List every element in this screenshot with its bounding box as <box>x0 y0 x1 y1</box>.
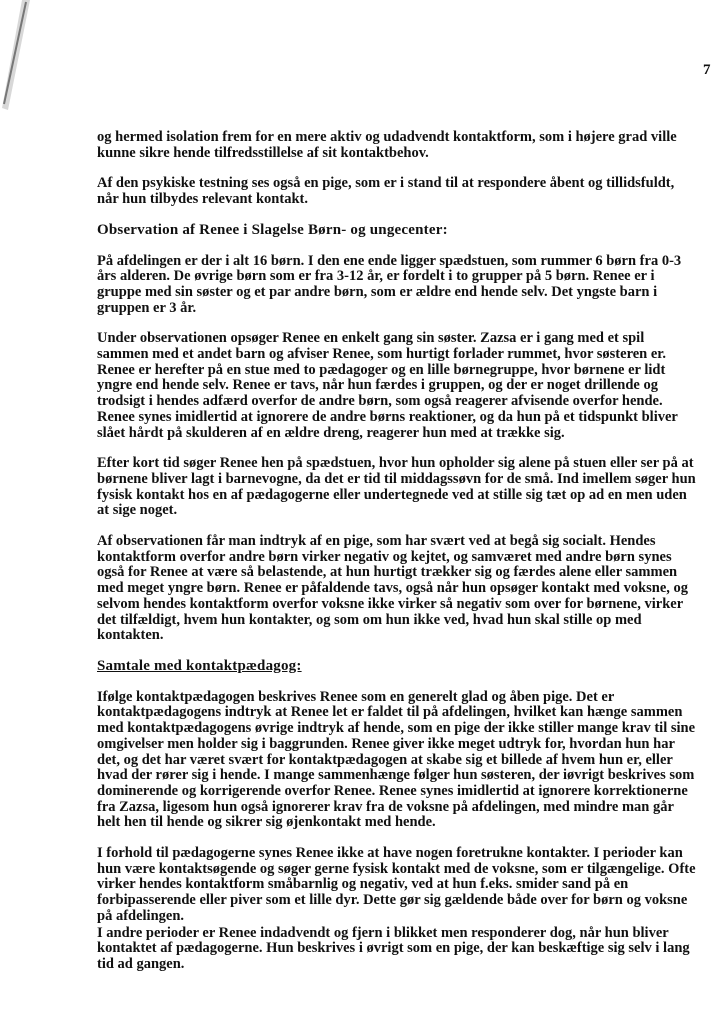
paragraph: I andre perioder er Renee indadvendt og fjern i blikket men responderer dog, når hun bliver kontaktet af pædagogerne. Hun beskrives i øvrigt som en pige, der kan beskæftige sig selv i lang tid ad gangen. <box>97 924 690 972</box>
page-corner-mark <box>0 0 40 110</box>
paragraph: I forhold til pædagogerne synes Renee ikke at have nogen foretrukne kontakter. I perioder kan hun være kontaktsøgende og søger gerne fysisk kontakt med de voksne, som er tilgængelige. Ofte virker hendes kontaktform småbarnlig og negativ, ved at hun f.eks. smider sand på en forbipasserende eller piver som et lille dyr. Dette gør sig gældende både over for børn og voksne på afdelingen. <box>97 845 696 924</box>
paragraph: Efter kort tid søger Renee hen på spædstuen, hvor hun opholder sig alene på stuen eller ser på at børnene bliver lagt i barnevogne, da det er tid til middagssøvn for de små. Ind imellem søger hun fysisk kontakt hos en af pædagogerne eller undertegnede ved at stille sig tæt op ad en men uden at sige noget. <box>97 455 696 519</box>
page-number: 7 <box>703 62 711 78</box>
paragraph: Under observationen opsøger Renee en enkelt gang sin søster. Zazsa er i gang med et spil sammen med et andet barn og afviser Renee, som hurtigt forlader rummet, hvor søsteren er. Renee er herefter på en stue med to pædagoger og en lille børnegruppe, hvor børnene er lidt yngre end hende selv. Renee er tavs, når hun færdes i gruppen, og der er noget drillende og trodsigt i hendes adfærd overfor de andre børn, som også reagerer afvisende overfor hende. Renee synes imidlertid at ignorere de andre børns reaktioner, og da hun på et tidspunkt bliver slået hårdt på skulderen af en ældre dreng, reagerer hun med at trække sig. <box>97 330 678 441</box>
paragraph: Af observationen får man indtryk af en pige, som har svært ved at begå sig socialt. Hendes kontaktform overfor andre børn virker negativ og kejtet, og samværet med andre børn synes også for Renee at være så belastende, at hun hurtigt trækker sig og færdes alene eller sammen med meget yngre børn. Renee er påfaldende tavs, også når hun opsøger kontakt med voksne, og selvom hendes kontaktform overfor voksne ikke virker så negativ som over for børnene, virker det tilfældigt, hvem hun kontakter, og som om hun ikke ved, hvad hun skal stille op med kontakten. <box>97 533 689 644</box>
document-body <box>97 130 697 988</box>
paragraph: Ifølge kontaktpædagogen beskrives Renee som en generelt glad og åben pige. Det er kontaktpædagogens indtryk at Renee let er faldet til på afdelingen, hvilket kan hænge sammen med kontaktpædagogens øvrige indtryk af hende, som en pige der ikke stiller mange krav til sine omgivelser men holder sig i baggrunden. Renee giver ikke meget udtryk for, hvordan hun har det, og det har været svært for kontaktpædagogen at skabe sig et billede af hvem hun er, eller hvad der rører sig i hende. I mange sammenhænge følger hun søsteren, der iøvrigt beskrives som dominerende og korrigerende overfor Renee. Renee synes imidlertid at ignorere korrektionerne fra Zazsa, ligesom hun også ignorerer krav fra de voksne på afdelingen, med mindre man går helt hen til hende og sikrer sig øjenkontakt med hende. <box>97 688 696 831</box>
section-heading: Observation af Renee i Slagelse Børn- og ungecenter: <box>97 221 448 238</box>
paragraph: Af den psykiske testning ses også en pige, som er i stand til at respondere åbent og tillidsfuldt, når hun tilbydes relevant kontakt. <box>97 175 675 208</box>
section-heading: Samtale med kontaktpædagog: <box>97 657 302 674</box>
paragraph: og hermed isolation frem for en mere aktiv og udadvendt kontaktform, som i højere grad ville kunne sikre hende tilfredsstillelse af sit kontaktbehov. <box>97 129 677 161</box>
paragraph: På afdelingen er der i alt 16 børn. I den ene ende ligger spædstuen, som rummer 6 børn fra 0-3 års alderen. De øvrige børn som er fra 3-12 år, er fordelt i to grupper på 5 børn. Renee er i gruppe med sin søster og et par andre børn, som er ældre end hende selv. Det yngste barn i gruppen er 3 år. <box>97 252 682 316</box>
